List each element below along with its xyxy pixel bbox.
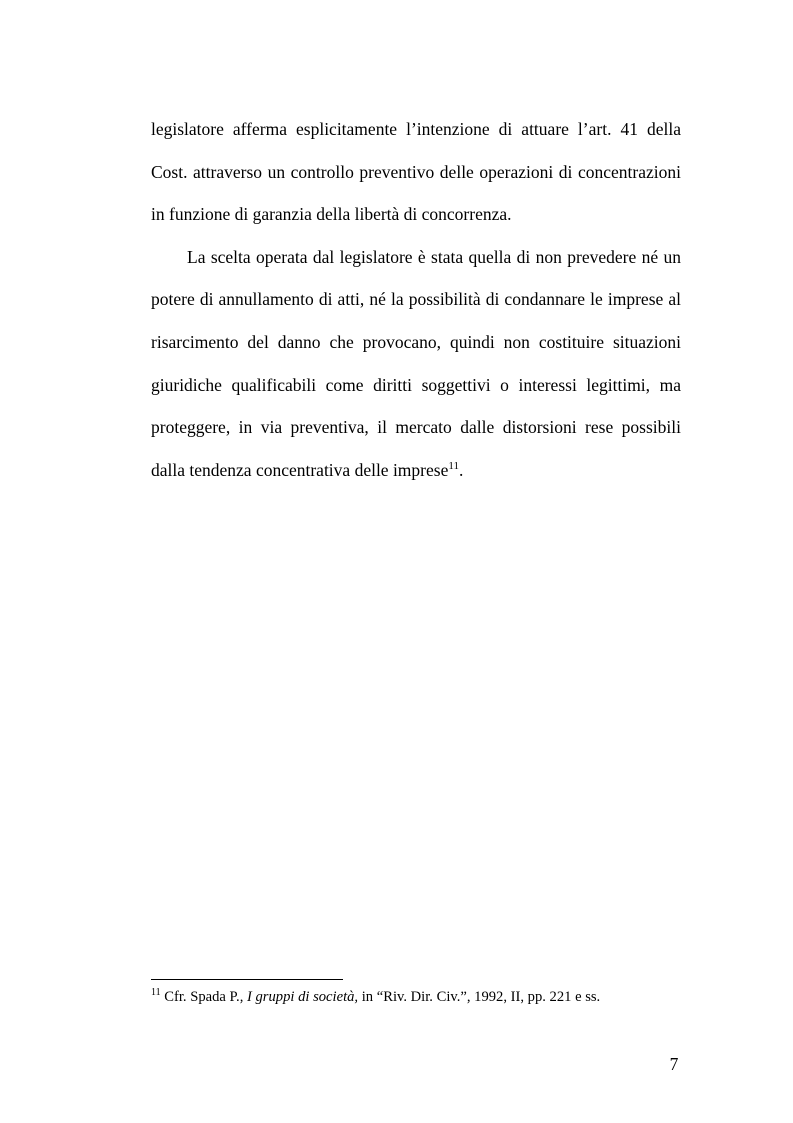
main-text <box>151 108 681 491</box>
page-number: 7 <box>669 1054 679 1074</box>
footnote-suffix: in “Riv. Dir. Civ.”, 1992, II, pp. 221 e ss. <box>358 989 601 1005</box>
paragraph-1: legislatore afferma esplicitamente l’intenzione di attuare l’art. 41 della Cost. attraverso un controllo preventivo delle operazioni di concentrazioni in funzione di garanzia della libertà di concorrenza. <box>151 119 681 225</box>
paragraph-2 <box>151 236 681 492</box>
paragraph-2-text: La scelta operata dal legislatore è stata quella di non prevedere né un potere di annullamento di atti, né la possibilità di condannare le imprese al risarcimento del danno che provocano, quindi non costituire situazioni giuridiche qualificabili come diritti soggettivi o interessi legittimi, ma proteggere, in via preventiva, il mercato dalle distorsioni rese possibili dalla tendenza concentrativa delle imprese <box>151 246 681 480</box>
footnote <box>151 987 711 1007</box>
footnote-title: I gruppi di società, <box>247 989 359 1005</box>
footnote-separator <box>151 979 343 980</box>
paragraph-2-end: . <box>458 459 464 480</box>
footnote-number: 11 <box>151 987 161 998</box>
footnote-reference: 11 <box>448 459 459 472</box>
footnote-prefix: Cfr. Spada P., <box>160 989 247 1005</box>
